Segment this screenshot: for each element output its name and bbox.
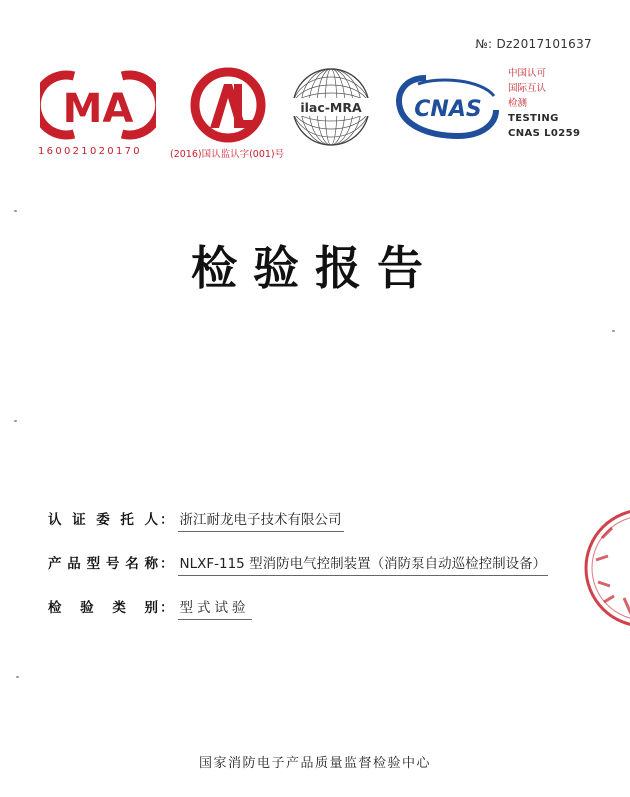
report-fields	[48, 508, 608, 640]
scan-speck	[14, 420, 17, 422]
report-title: 检验报告	[191, 241, 439, 295]
field-client	[48, 508, 608, 552]
field-colon: ：	[160, 512, 174, 528]
cal-caption: (2016)国认监认字(001)号	[170, 149, 285, 160]
scan-speck	[14, 210, 17, 212]
cnas-caption-line: 国际互认	[508, 83, 547, 94]
cnas-caption-line: 检测	[508, 98, 528, 109]
cma-number: 160021020170	[38, 146, 142, 157]
field-value: 浙江耐龙电子技术有限公司	[178, 508, 344, 532]
ilac-text: ilac-MRA	[300, 100, 362, 115]
cnas-caption-line: CNAS L0259	[508, 128, 581, 139]
field-colon: ：	[160, 556, 174, 572]
accreditation-logos	[30, 62, 610, 172]
scan-speck	[612, 330, 615, 332]
official-seal	[572, 498, 630, 638]
issuing-organization: 国家消防电子产品质量监督检验中心	[198, 756, 431, 771]
cnas-text: CNAS	[414, 97, 482, 122]
cma-logo	[40, 70, 156, 140]
cma-mark-text: MA	[62, 86, 134, 132]
cal-logo	[182, 66, 274, 144]
field-inspection-type	[48, 596, 608, 640]
field-value: 型式试验	[178, 596, 252, 620]
cnas-caption	[508, 66, 580, 141]
field-product	[48, 552, 608, 596]
cnas-caption-line: 中国认可	[508, 68, 547, 79]
cnas-caption-line: TESTING	[508, 113, 559, 124]
ilac-mra-logo	[288, 64, 374, 150]
field-value: NLXF-115 型消防电气控制装置（消防泵自动巡检控制设备）	[178, 552, 549, 576]
cnas-logo	[396, 74, 500, 140]
field-label: 检验类别	[48, 600, 158, 616]
field-label: 产品型号名称	[48, 556, 158, 572]
report-number: №: Dz2017101637	[475, 37, 592, 51]
field-label: 认证委托人	[48, 512, 158, 528]
scan-speck	[16, 676, 19, 678]
field-colon: ：	[160, 600, 174, 616]
